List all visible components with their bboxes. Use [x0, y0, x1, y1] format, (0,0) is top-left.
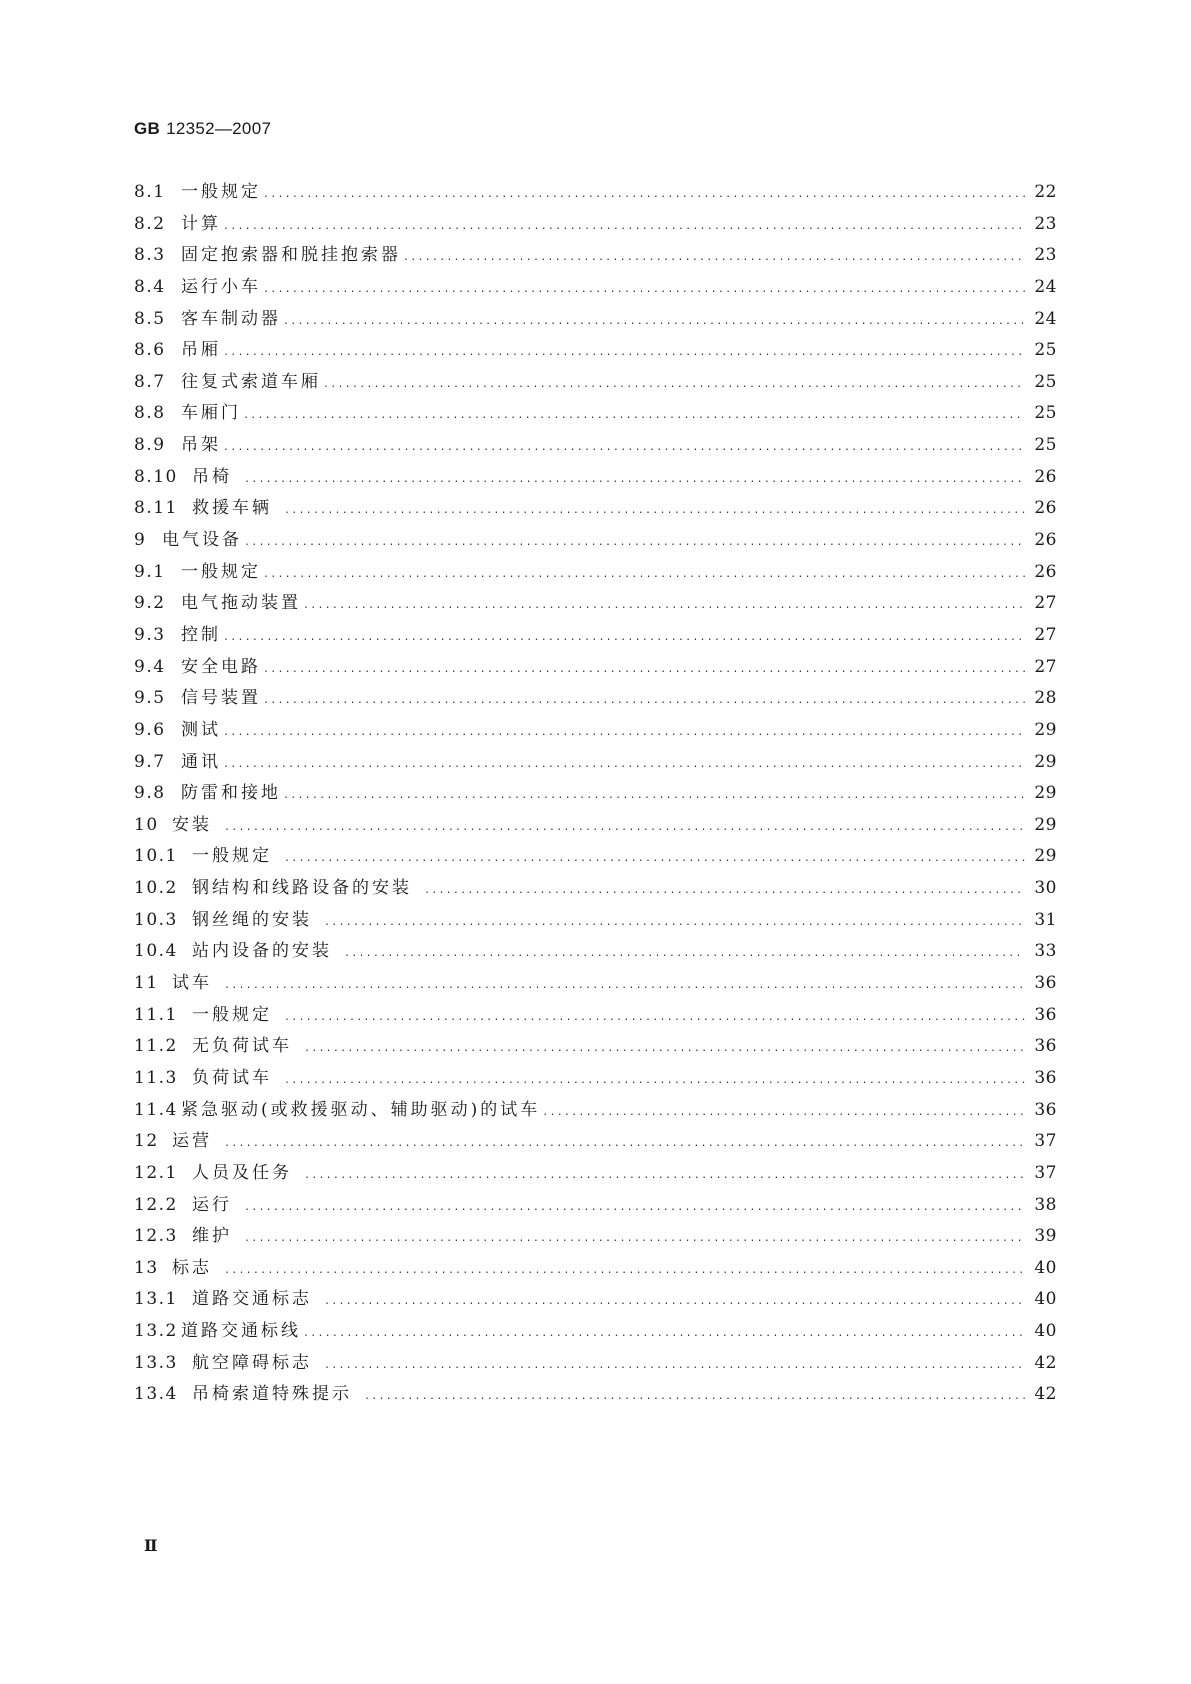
toc-entry-page: 24: [1034, 276, 1057, 297]
toc-entry-page: 27: [1034, 656, 1057, 677]
toc-entry-number: 12.2: [134, 1194, 178, 1215]
toc-entry[interactable]: [134, 272, 1057, 304]
toc-dot-leader: [284, 1002, 1025, 1034]
toc-entry-title: 电气设备: [162, 530, 242, 551]
toc-dot-leader: [263, 654, 1025, 686]
toc-entry-page: 39: [1034, 1226, 1057, 1247]
toc-entry-title: 吊厢: [181, 340, 221, 361]
toc-entry-page: 36: [1034, 1004, 1057, 1025]
toc-entry[interactable]: [134, 936, 1057, 968]
toc-entry-number: 13.1: [134, 1289, 178, 1310]
toc-entry-title: 防雷和接地: [181, 783, 281, 804]
toc-entry-page: 27: [1034, 624, 1057, 645]
toc-entry-number: 8.4: [134, 276, 166, 297]
toc-entry-title: 计算: [181, 213, 221, 234]
toc-entry-number: 12.3: [134, 1226, 178, 1247]
toc-entry-title: 客车制动器: [181, 308, 281, 329]
toc-entry-number: 8.6: [134, 340, 166, 361]
toc-dot-leader: [223, 432, 1025, 464]
toc-entry-number: 8.9: [134, 435, 166, 456]
toc-entry-title: 电气拖动装置: [181, 593, 301, 614]
toc-entry-number: 8.3: [134, 245, 166, 266]
toc-entry[interactable]: [134, 240, 1057, 272]
toc-entry-title: 负荷试车: [192, 1067, 272, 1088]
toc-dot-leader: [244, 1192, 1025, 1224]
toc-entry-number: 13: [134, 1257, 159, 1278]
toc-entry[interactable]: [134, 525, 1057, 557]
toc-entry-number: 10.1: [134, 846, 178, 867]
toc-entry-number: 9.5: [134, 688, 166, 709]
toc-entry-page: 30: [1034, 878, 1057, 899]
toc-entry-page: 29: [1034, 751, 1057, 772]
toc-entry[interactable]: [134, 968, 1057, 1000]
toc-entry-title: 安全电路: [181, 656, 261, 677]
toc-entry[interactable]: [134, 1031, 1057, 1063]
toc-entry-page: 36: [1034, 1036, 1057, 1057]
toc-entry-title: 钢结构和线路设备的安装: [192, 878, 412, 899]
toc-entry-page: 25: [1034, 340, 1057, 361]
toc-entry-page: 26: [1034, 561, 1057, 582]
toc-dot-leader: [344, 938, 1025, 970]
toc-entry[interactable]: [134, 1316, 1057, 1348]
toc-dot-leader: [224, 970, 1025, 1002]
toc-entry-number: 11.2: [134, 1036, 178, 1057]
toc-entry-title: 运营: [172, 1131, 212, 1152]
toc-entry-page: 29: [1034, 846, 1057, 867]
toc-entry-title: 运行: [192, 1194, 232, 1215]
toc-entry-title: 一般规定: [192, 846, 272, 867]
toc-entry-page: 40: [1034, 1257, 1057, 1278]
toc-entry-page: 28: [1034, 688, 1057, 709]
toc-entry-number: 10: [134, 814, 159, 835]
toc-dot-leader: [304, 1033, 1025, 1065]
toc-entry-title: 钢丝绳的安装: [192, 909, 312, 930]
toc-entry-number: 11.4: [134, 1099, 178, 1120]
toc-entry-title: 人员及任务: [192, 1162, 292, 1183]
toc-entry-title: 吊椅: [192, 466, 232, 487]
toc-entry-number: 8.1: [134, 182, 166, 202]
toc-entry-page: 42: [1034, 1352, 1057, 1373]
toc-entry-title: 测试: [181, 719, 221, 740]
toc-entry[interactable]: [134, 1284, 1057, 1316]
toc-entry[interactable]: [134, 335, 1057, 367]
toc-entry-title: 无负荷试车: [192, 1036, 292, 1057]
toc-dot-leader: [304, 1160, 1025, 1192]
toc-dot-leader: [243, 400, 1025, 432]
toc-entry-page: 22: [1034, 182, 1057, 202]
toc-entry-title: 信号装置: [181, 688, 261, 709]
toc-dot-leader: [224, 1128, 1025, 1160]
toc-entry-title: 救援车辆: [192, 498, 272, 519]
toc-entry-title: 试车: [172, 973, 212, 994]
toc-entry-page: 37: [1034, 1162, 1057, 1183]
toc-entry-title: 标志: [172, 1257, 212, 1278]
toc-entry-page: 24: [1034, 308, 1057, 329]
toc-dot-leader: [324, 1286, 1025, 1318]
toc-entry-page: 37: [1034, 1131, 1057, 1152]
toc-entry[interactable]: [134, 683, 1057, 715]
toc-entry[interactable]: [134, 493, 1057, 525]
toc-entry-number: 8.10: [134, 466, 178, 487]
toc-entry-number: 8.7: [134, 371, 166, 392]
toc-entry-number: 9.3: [134, 624, 166, 645]
toc-entry-number: 13.3: [134, 1352, 178, 1373]
toc-dot-leader: [224, 1255, 1025, 1287]
toc-entry[interactable]: [134, 1190, 1057, 1222]
toc-entry-number: 12: [134, 1131, 159, 1152]
toc-entry[interactable]: [134, 905, 1057, 937]
standard-prefix: GB: [134, 119, 161, 138]
toc-entry-title: 往复式索道车厢: [181, 371, 321, 392]
toc-entry-number: 10.2: [134, 878, 178, 899]
toc-entry-title: 紧急驱动(或救援驱动、辅助驱动)的试车: [181, 1099, 541, 1120]
toc-dot-leader: [284, 843, 1025, 875]
toc-entry-title: 吊椅索道特殊提示: [192, 1384, 352, 1405]
page-number: Ⅱ: [144, 1536, 158, 1555]
toc-entry[interactable]: [134, 177, 1057, 209]
toc-entry-page: 36: [1034, 1099, 1057, 1120]
toc-entry[interactable]: [134, 462, 1057, 494]
toc-entry-number: 13.4: [134, 1384, 178, 1405]
toc-dot-leader: [223, 622, 1025, 654]
toc-dot-leader: [244, 1223, 1025, 1255]
toc-entry-title: 吊架: [181, 435, 221, 456]
toc-entry[interactable]: [134, 209, 1057, 241]
toc-entry-page: 23: [1034, 213, 1057, 234]
toc-entry-title: 一般规定: [192, 1004, 272, 1025]
toc-entry-title: 通讯: [181, 751, 221, 772]
toc-dot-leader: [263, 559, 1025, 591]
document-header: [134, 119, 271, 139]
toc-entry-number: 11: [134, 973, 159, 994]
toc-entry-number: 10.4: [134, 941, 178, 962]
toc-entry[interactable]: [134, 557, 1057, 589]
toc-entry[interactable]: [134, 398, 1057, 430]
toc-entry[interactable]: [134, 1000, 1057, 1032]
toc-dot-leader: [283, 780, 1025, 812]
toc-entry-page: 33: [1034, 941, 1057, 962]
toc-dot-leader: [223, 337, 1025, 369]
toc-entry[interactable]: [134, 1253, 1057, 1285]
toc-entry[interactable]: [134, 747, 1057, 779]
toc-entry[interactable]: [134, 1221, 1057, 1253]
toc-dot-leader: [542, 1097, 1025, 1129]
toc-entry-number: 11.3: [134, 1067, 178, 1088]
toc-entry-number: 11.1: [134, 1004, 178, 1025]
toc-dot-leader: [244, 464, 1025, 496]
toc-entry-page: 29: [1034, 814, 1057, 835]
toc-entry-number: 9.8: [134, 783, 166, 804]
toc-entry-title: 一般规定: [181, 182, 261, 202]
toc-dot-leader: [364, 1381, 1025, 1413]
toc-entry-number: 10.3: [134, 909, 178, 930]
toc-entry[interactable]: [134, 652, 1057, 684]
toc-entry-title: 车厢门: [181, 403, 241, 424]
toc-entry-page: 26: [1034, 466, 1057, 487]
toc-entry-number: 12.1: [134, 1162, 178, 1183]
toc-dot-leader: [223, 749, 1025, 781]
toc-entry-title: 运行小车: [181, 276, 261, 297]
toc-entry[interactable]: [134, 1348, 1057, 1380]
toc-entry-number: 8.5: [134, 308, 166, 329]
toc-entry-number: 9: [134, 530, 147, 551]
toc-dot-leader: [224, 812, 1025, 844]
toc-entry-number: 9.6: [134, 719, 166, 740]
toc-entry-page: 31: [1034, 909, 1057, 930]
toc-dot-leader: [284, 495, 1025, 527]
toc-entry-title: 维护: [192, 1226, 232, 1247]
toc-entry-number: 8.8: [134, 403, 166, 424]
toc-entry-number: 9.1: [134, 561, 166, 582]
toc-dot-leader: [283, 306, 1025, 338]
toc-entry-page: 25: [1034, 371, 1057, 392]
toc-dot-leader: [403, 242, 1025, 274]
toc-dot-leader: [263, 274, 1025, 306]
toc-entry-page: 29: [1034, 719, 1057, 740]
toc-entry-title: 站内设备的安装: [192, 941, 332, 962]
toc-dot-leader: [223, 717, 1025, 749]
toc-entry-page: 25: [1034, 403, 1057, 424]
toc-entry-number: 8.11: [134, 498, 178, 519]
toc-entry[interactable]: [134, 1158, 1057, 1190]
toc-entry-page: 26: [1034, 530, 1057, 551]
toc-dot-leader: [284, 1065, 1025, 1097]
toc-entry-title: 控制: [181, 624, 221, 645]
toc-entry[interactable]: [134, 810, 1057, 842]
toc-entry[interactable]: [134, 430, 1057, 462]
toc-entry-page: 42: [1034, 1384, 1057, 1405]
toc-entry[interactable]: [134, 304, 1057, 336]
toc-dot-leader: [324, 1350, 1025, 1382]
toc-dot-leader: [263, 685, 1025, 717]
toc-entry-number: 13.2: [134, 1321, 178, 1342]
toc-dot-leader: [323, 369, 1025, 401]
toc-entry-page: 26: [1034, 498, 1057, 519]
toc-entry[interactable]: [134, 367, 1057, 399]
toc-dot-leader: [303, 590, 1025, 622]
toc-entry[interactable]: [134, 588, 1057, 620]
toc-dot-leader: [303, 1318, 1025, 1350]
toc-entry[interactable]: [134, 873, 1057, 905]
toc-entry[interactable]: [134, 1126, 1057, 1158]
toc-entry-number: 9.4: [134, 656, 166, 677]
toc-entry-page: 40: [1034, 1289, 1057, 1310]
toc-entry-number: 8.2: [134, 213, 166, 234]
toc-entry-page: 27: [1034, 593, 1057, 614]
toc-dot-leader: [263, 179, 1025, 211]
toc-entry[interactable]: [134, 620, 1057, 652]
toc-entry-page: 40: [1034, 1321, 1057, 1342]
toc-entry-page: 38: [1034, 1194, 1057, 1215]
toc-dot-leader: [424, 875, 1025, 907]
toc-entry-page: 36: [1034, 1067, 1057, 1088]
standard-number: 12352—2007: [166, 119, 272, 138]
toc-entry-page: 29: [1034, 783, 1057, 804]
toc-dot-leader: [324, 907, 1025, 939]
toc-entry-page: 23: [1034, 245, 1057, 266]
toc-entry-title: 固定抱索器和脱挂抱索器: [181, 245, 401, 266]
toc-entry[interactable]: [134, 715, 1057, 747]
toc-entry-title: 道路交通标志: [192, 1289, 312, 1310]
toc-dot-leader: [223, 211, 1025, 243]
toc-entry-page: 36: [1034, 973, 1057, 994]
toc-entry[interactable]: [134, 1063, 1057, 1095]
toc-entry-title: 一般规定: [181, 561, 261, 582]
toc-entry-page: 25: [1034, 435, 1057, 456]
toc-dot-leader: [244, 527, 1025, 559]
toc-entry[interactable]: [134, 1095, 1057, 1127]
table-of-contents: [134, 177, 1057, 1411]
toc-entry-number: 9.7: [134, 751, 166, 772]
toc-entry-number: 9.2: [134, 593, 166, 614]
toc-entry-title: 安装: [172, 814, 212, 835]
toc-entry[interactable]: [134, 778, 1057, 810]
toc-entry-title: 道路交通标线: [181, 1321, 301, 1342]
toc-entry[interactable]: [134, 1379, 1057, 1411]
toc-entry[interactable]: [134, 841, 1057, 873]
toc-entry-title: 航空障碍标志: [192, 1352, 312, 1373]
